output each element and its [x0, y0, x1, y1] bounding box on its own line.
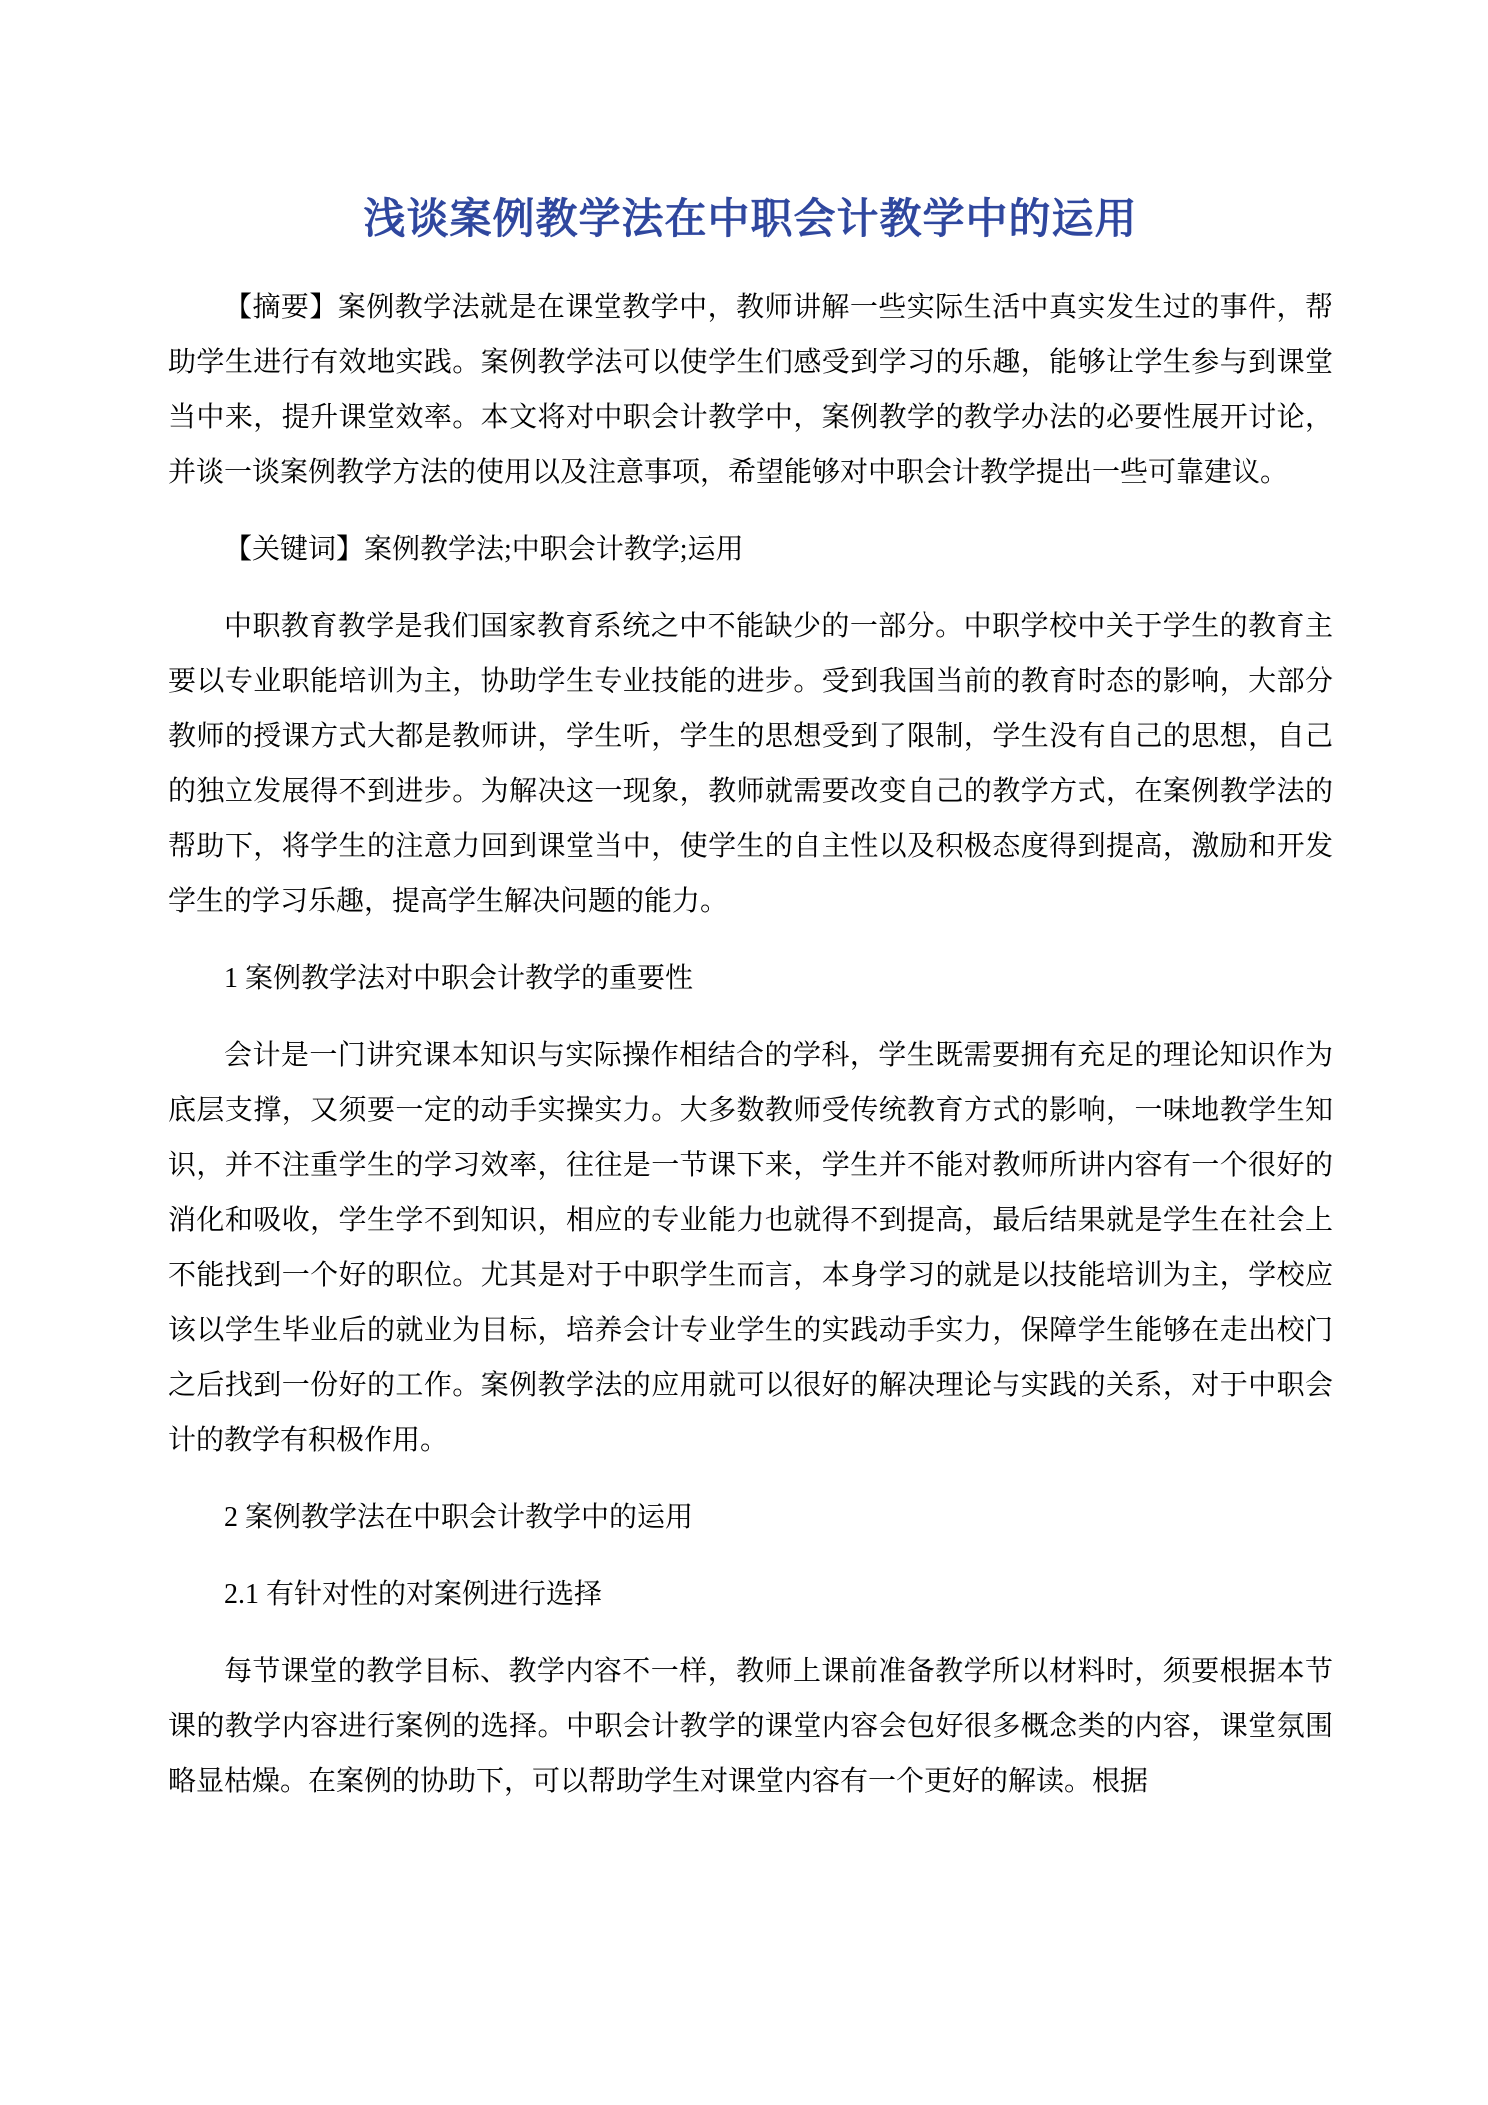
intro-paragraph: 中职教育教学是我们国家教育系统之中不能缺少的一部分。中职学校中关于学生的教育主要以专业职能培训为主，协助学生专业技能的进步。受到我国当前的教育时态的影响，大部分教师的授课方式大都是教师讲，学生听，学生的思想受到了限制，学生没有自己的思想，自己的独立发展得不到进步。为解决这一现象，教师就需要改变自己的教学方式，在案例教学法的帮助下，将学生的注意力回到课堂当中，使学生的自主性以及积极态度得到提高，激励和开发学生的学习乐趣，提高学生解决问题的能力。 [168, 611, 1333, 917]
document-title: 浅谈案例教学法在中职会计教学中的运用 [363, 195, 1138, 242]
abstract-paragraph: 【摘要】案例教学法就是在课堂教学中，教师讲解一些实际生活中真实发生过的事件，帮助学生进行有效地实践。案例教学法可以使学生们感受到学习的乐趣，能够让学生参与到课堂当中来，提升课堂效率。本文将对中职会计教学中，案例教学的教学办法的必要性展开讨论，并谈一谈案例教学方法的使用以及注意事项，希望能够对中职会计教学提出一些可靠建议。 [168, 292, 1333, 488]
keywords-paragraph: 【关键词】案例教学法;中职会计教学;运用 [224, 534, 744, 565]
section-1-heading: 1 案例教学法对中职会计教学的重要性 [224, 963, 694, 994]
section-2-1-paragraph: 每节课堂的教学目标、教学内容不一样，教师上课前准备教学所以材料时，须要根据本节课的教学内容进行案例的选择。中职会计教学的课堂内容会包好很多概念类的内容，课堂氛围略显枯燥。在案例的协助下，可以帮助学生对课堂内容有一个更好的解读。根据 [168, 1656, 1333, 1797]
section-2-1-heading: 2.1 有针对性的对案例进行选择 [224, 1579, 603, 1610]
section-2-heading: 2 案例教学法在中职会计教学中的运用 [224, 1502, 694, 1533]
section-1-paragraph: 会计是一门讲究课本知识与实际操作相结合的学科，学生既需要拥有充足的理论知识作为底层支撑，又须要一定的动手实操实力。大多数教师受传统教育方式的影响，一味地教学生知识，并不注重学生的学习效率，往往是一节课下来，学生并不能对教师所讲内容有一个很好的消化和吸收，学生学不到知识，相应的专业能力也就得不到提高，最后结果就是学生在社会上不能找到一个好的职位。尤其是对于中职学生而言，本身学习的就是以技能培训为主，学校应该以学生毕业后的就业为目标，培养会计专业学生的实践动手实力，保障学生能够在走出校门之后找到一份好的工作。案例教学法的应用就可以很好的解决理论与实践的关系，对于中职会计的教学有积极作用。 [168, 1040, 1333, 1456]
